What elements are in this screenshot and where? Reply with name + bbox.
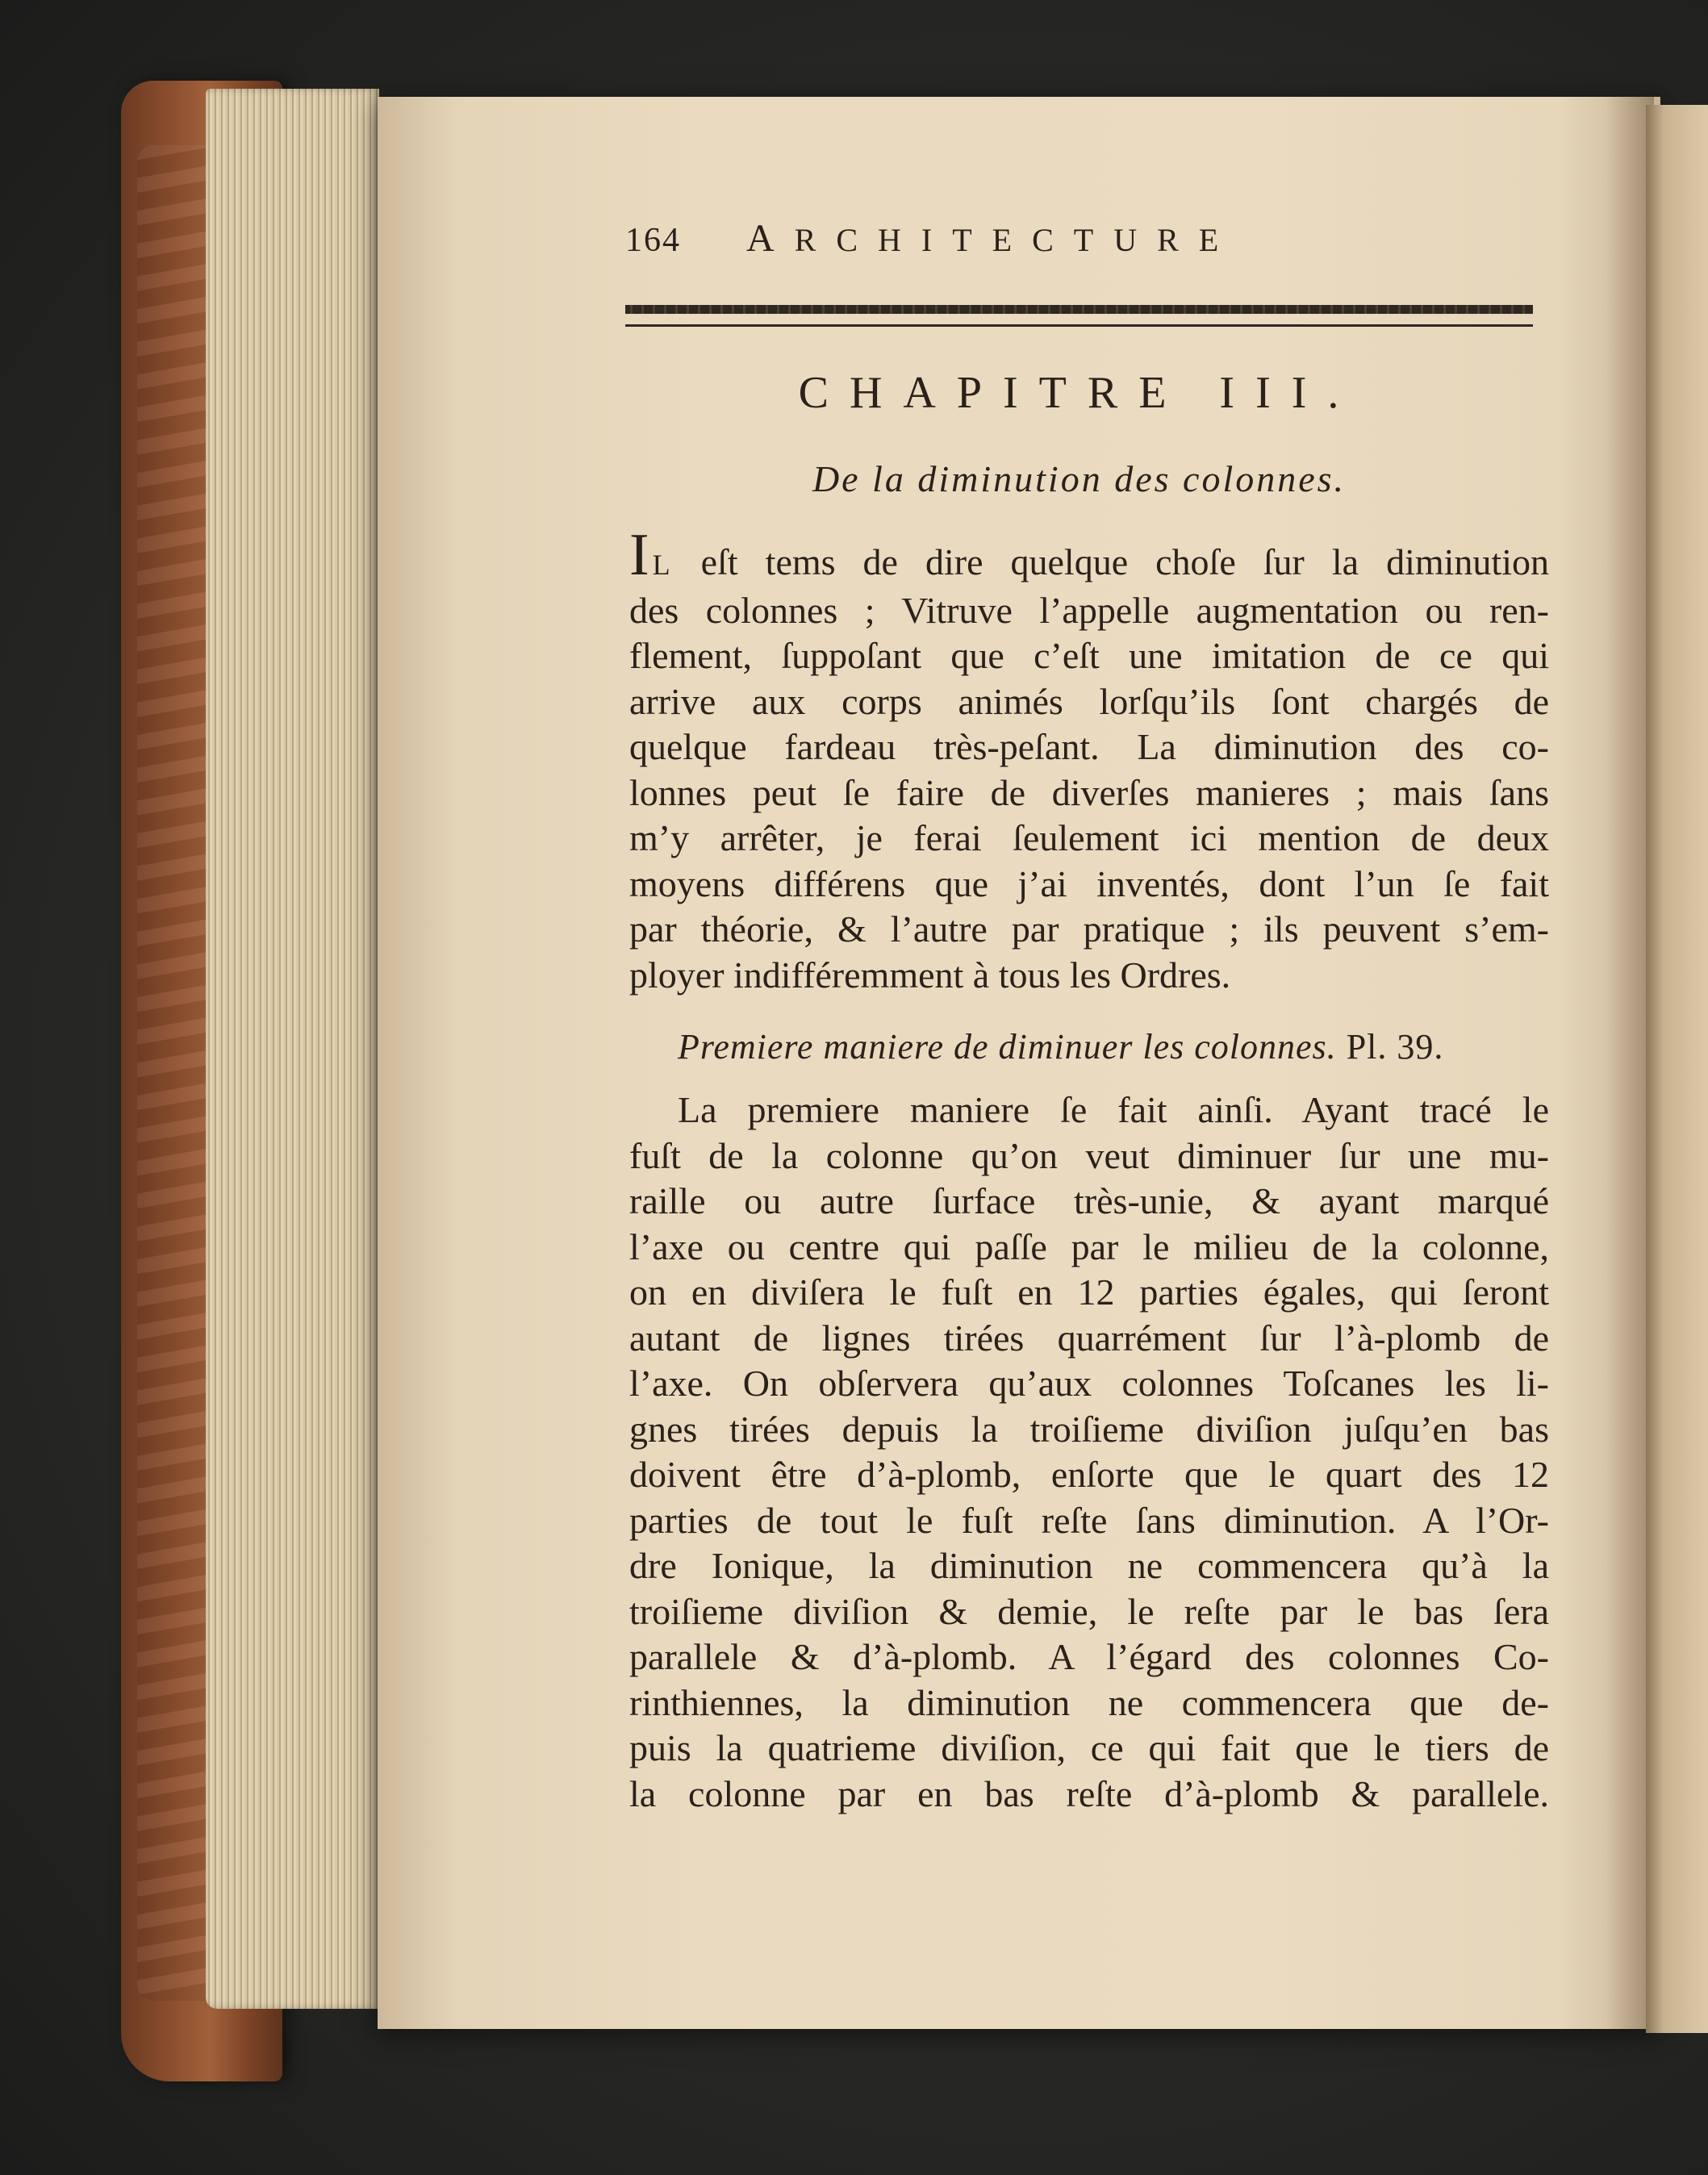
paragraph-line: rinthiennes, la diminution ne commencera que de-: [629, 1681, 1549, 1723]
facing-page-edge: [1646, 105, 1708, 2033]
paragraph-line: parallele & d’à-plomb. A l’égard des colonnes Co-: [629, 1636, 1549, 1677]
paragraph-line: l’axe. On obſervera qu’aux colonnes Toſcanes les li-: [629, 1363, 1549, 1404]
page-edges: [206, 89, 379, 2009]
plate-reference: Pl. 39.: [1346, 1027, 1444, 1067]
paragraph-line: quelque fardeau très-peſant. La diminution des co-: [629, 726, 1549, 767]
paragraph-line: La premiere maniere ſe fait ainſi. Ayant tracé le: [678, 1089, 1549, 1130]
thin-rule: [625, 324, 1533, 327]
drop-cap: I: [629, 522, 653, 588]
paragraph-line: lonnes peut ſe faire de diverſes manieres ; mais ſans: [629, 771, 1549, 813]
paragraph-line: l’axe ou centre qui paſſe par le milieu de la colonne,: [629, 1225, 1549, 1267]
paragraph-2: [629, 1088, 1549, 1817]
paragraph-line: IL eſt tems de dire quelque choſe ſur la diminution: [629, 522, 1549, 588]
paragraph-line: dre Ionique, la diminution ne commencera qu’à la: [629, 1545, 1549, 1586]
paragraph-line: on en diviſera le fuſt en 12 parties égales, qui ſeront: [629, 1271, 1549, 1313]
paragraph-line: autant de lignes tirées quarrément ſur l’à-plomb de: [629, 1317, 1549, 1359]
paragraph-line: raille ou autre ſurface très-unie, & ayant marqué: [629, 1180, 1549, 1221]
chapter-title: CHAPITRE III.: [798, 368, 1360, 418]
page-number: 164: [625, 222, 681, 259]
paragraph-line: troiſieme diviſion & demie, le reſte par le bas ſera: [629, 1590, 1549, 1632]
section-heading: [678, 1026, 1533, 1067]
paragraph-line: parties de tout le fuſt reſte ſans diminution. A l’Or-: [629, 1499, 1549, 1541]
paragraph-line: gnes tirées depuis la troiſieme diviſion juſqu’en bas: [629, 1408, 1549, 1450]
paragraph-line: ployer indifféremment à tous les Ordres.: [629, 954, 1231, 996]
ornamental-rule: [625, 305, 1533, 314]
running-title: ARCHITECTURE: [746, 217, 1239, 260]
paragraph-line: m’y arrêter, je ferai ſeulement ici mention de deux: [629, 817, 1549, 858]
section-heading-text: Premiere maniere de diminuer les colonnes.: [678, 1027, 1337, 1067]
paragraph-line: moyens différens que j’ai inventés, dont l’un ſe fait: [629, 862, 1549, 904]
running-head: [625, 216, 1376, 265]
paragraph-line: puis la quatrieme diviſion, ce qui fait que le tiers de: [629, 1727, 1549, 1768]
paragraph-line: doivent être d’à-plomb, enſorte que le quart des 12: [629, 1454, 1549, 1495]
paragraph-line: des colonnes ; Vitruve l’appelle augmentation ou ren-: [629, 589, 1549, 631]
paragraph-line: arrive aux corps animés lorſqu’ils ſont chargés de: [629, 680, 1549, 722]
paragraph-line: fuſt de la colonne qu’on veut diminuer ſur une mu-: [629, 1134, 1549, 1176]
chapter-subtitle: De la diminution des colonnes.: [812, 458, 1347, 499]
paragraph-line: par théorie, & l’autre par pratique ; ils peuvent s’em-: [629, 908, 1549, 950]
paragraph-line: la colonne par en bas reſte d’à-plomb & parallele.: [629, 1772, 1549, 1814]
paragraph-1: [629, 522, 1549, 998]
first-word-rest: L: [652, 549, 674, 581]
paragraph-line: flement, ſuppoſant que c’eſt une imitation de ce qui: [629, 635, 1549, 676]
